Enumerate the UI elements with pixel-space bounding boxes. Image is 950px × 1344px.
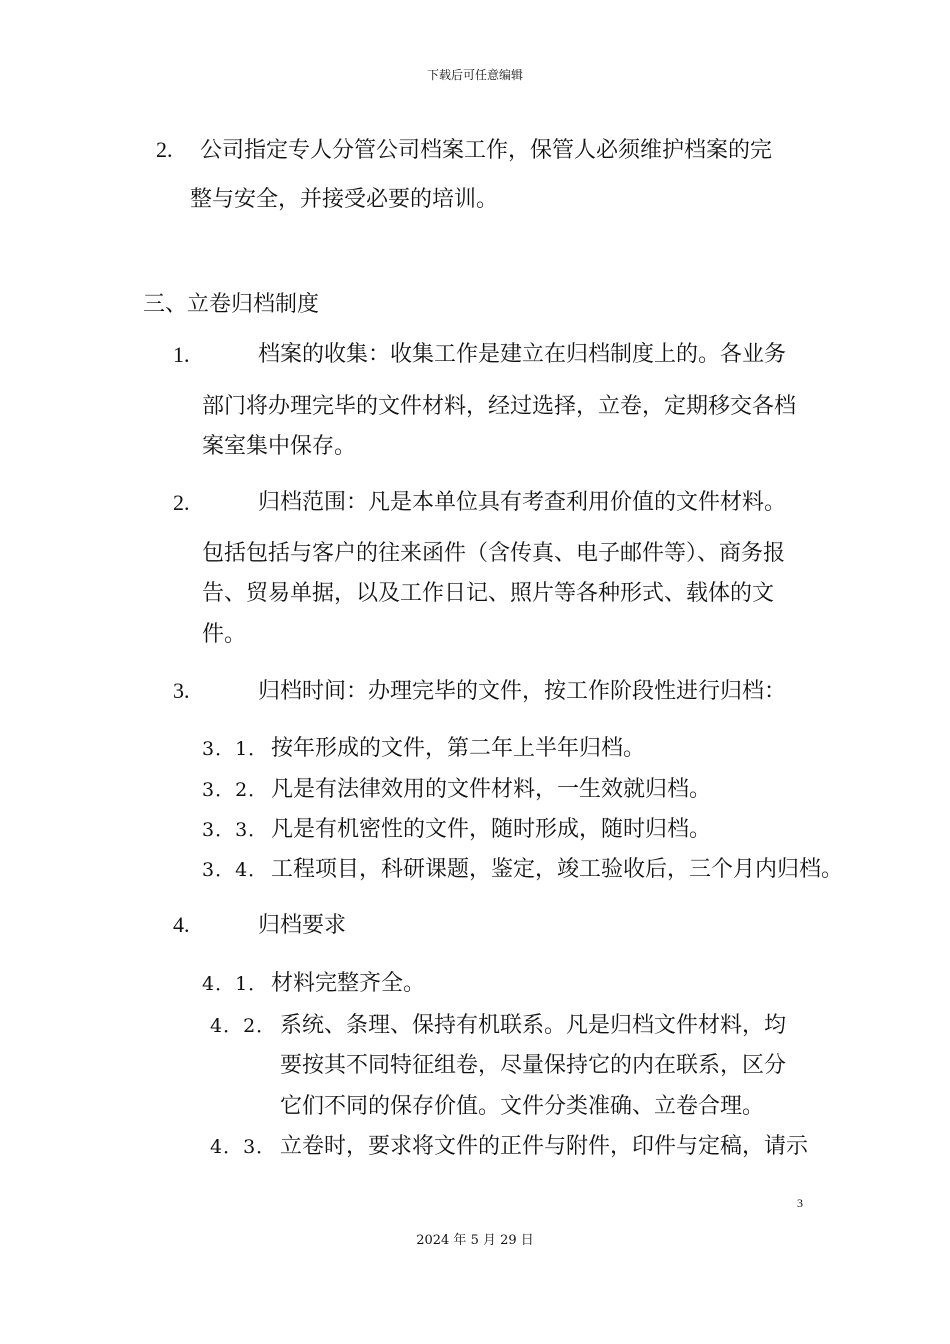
paragraph-line: 整与安全，并接受必要的培训。 <box>190 187 499 212</box>
header-note: 下载后可任意编辑 <box>426 68 523 82</box>
page-number: 3 <box>797 1196 803 1210</box>
sub-item-number: 4．2． <box>210 1015 277 1037</box>
footer-date: 2024 年 5 月 29 日 <box>416 1233 534 1248</box>
sub-item-text: 系统、条理、保持有机联系。凡是归档文件材料，均 <box>280 1013 787 1038</box>
paragraph-line: 归档要求 <box>258 913 347 938</box>
sub-item-text: 按年形成的文件，第二年上半年归档。 <box>271 736 646 761</box>
item-number: 1. <box>173 342 190 367</box>
item-number: 3. <box>173 678 190 703</box>
paragraph-line: 案室集中保存。 <box>202 434 357 459</box>
sub-item-text: 材料完整齐全。 <box>271 971 426 996</box>
sub-item-text: 它们不同的保存价值。文件分类准确、立卷合理。 <box>280 1094 765 1119</box>
item-number: 2. <box>156 137 173 162</box>
sub-item-text: 工程项目，科研课题，鉴定，竣工验收后，三个月内归档。 <box>271 857 844 882</box>
paragraph-line: 公司指定专人分管公司档案工作，保管人必须维护档案的完 <box>200 138 773 163</box>
item-number: 4. <box>173 912 190 937</box>
sub-item-number: 4．3． <box>210 1136 277 1158</box>
sub-item-text: 要按其不同特征组卷，尽量保持它的内在联系，区分 <box>280 1053 787 1078</box>
paragraph-line: 包括包括与客户的往来函件（含传真、电子邮件等）、商务报 <box>202 541 786 566</box>
sub-item-number: 3．4． <box>202 859 269 881</box>
paragraph-line: 归档时间：办理完毕的文件，按工作阶段性进行归档： <box>258 679 787 704</box>
sub-item-number: 4．1． <box>202 973 269 995</box>
sub-item-number: 3．3． <box>202 819 269 841</box>
sub-item-text: 凡是有机密性的文件，随时形成，随时归档。 <box>271 817 712 842</box>
sub-item-number: 3．1． <box>202 738 269 760</box>
paragraph-line: 部门将办理完毕的文件材料，经过选择，立卷，定期移交各档 <box>202 394 797 419</box>
item-number: 2. <box>173 490 190 515</box>
sub-item-text: 凡是有法律效用的文件材料，一生效就归档。 <box>271 777 712 802</box>
section-title: 三、立卷归档制度 <box>143 292 320 317</box>
sub-item-number: 3．2． <box>202 779 269 801</box>
paragraph-line: 档案的收集：收集工作是建立在归档制度上的。各业务 <box>258 342 787 367</box>
paragraph-line: 告、贸易单据，以及工作日记、照片等各种形式、载体的文 <box>202 581 775 606</box>
paragraph-line: 件。 <box>202 622 247 647</box>
paragraph-line: 归档范围：凡是本单位具有考查利用价值的文件材料。 <box>258 490 787 515</box>
sub-item-text: 立卷时，要求将文件的正件与附件，印件与定稿，请示 <box>280 1134 809 1159</box>
